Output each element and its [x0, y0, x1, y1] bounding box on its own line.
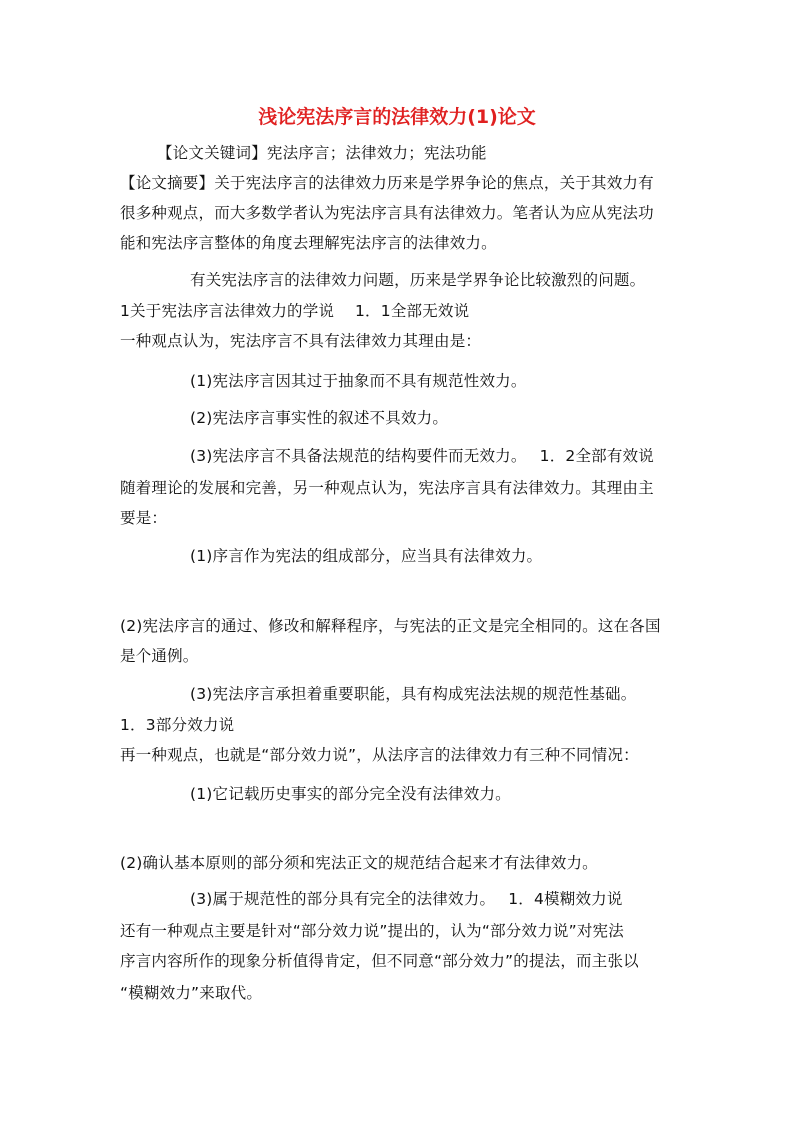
document-title: 浅论宪法序言的法律效力(1)论文: [258, 106, 536, 128]
keywords-line: 【论文关键词】宪法序言；法律效力；宪法功能: [157, 144, 487, 162]
section-1-heading: 1关于宪法序言法律效力的学说 1．1全部无效说: [120, 302, 470, 320]
view-2-point-1: (1)序言作为宪法的组成部分，应当具有法律效力。: [190, 547, 543, 565]
section-1-3-heading: 1．3部分效力说: [120, 716, 235, 734]
intro-paragraph: 有关宪法序言的法律效力问题，历来是学界争论比较激烈的问题。: [190, 271, 646, 289]
view-2-intro-line-2: 要是：: [120, 509, 168, 527]
view-2-point-2-line-1: (2)宪法序言的通过、修改和解释程序，与宪法的正文是完全相同的。这在各国: [120, 617, 661, 635]
view-1-point-2: (2)宪法序言事实性的叙述不具效力。: [190, 409, 449, 427]
view-3-point-2: (2)确认基本原则的部分须和宪法正文的规范结合起来才有法律效力。: [120, 854, 598, 872]
abstract-line-2: 很多种观点，而大多数学者认为宪法序言具有法律效力。笔者认为应从宪法功: [120, 204, 654, 222]
view-2-intro-line-1: 随着理论的发展和完善，另一种观点认为，宪法序言具有法律效力。其理由主: [120, 479, 654, 497]
view-4-line-3: “模糊效力”来取代。: [120, 984, 263, 1002]
view-3-intro: 再一种观点，也就是“部分效力说”，从法序言的法律效力有三种不同情况：: [120, 746, 639, 764]
view-2-point-2-line-2: 是个通例。: [120, 647, 199, 665]
view-2-point-3: (3)宪法序言承担着重要职能，具有构成宪法法规的规范性基础。: [190, 685, 637, 703]
view-4-line-1: 还有一种观点主要是针对“部分效力说”提出的，认为“部分效力说”对宪法: [120, 922, 624, 940]
view-3-point-1: (1)它记载历史事实的部分完全没有法律效力。: [190, 785, 511, 803]
view-4-line-2: 序言内容所作的现象分析值得肯定，但不同意“部分效力”的提法，而主张以: [120, 952, 639, 970]
view-1-point-3: (3)宪法序言不具备法规范的结构要件而无效力。 1．2全部有效说: [190, 447, 654, 465]
abstract-line-3: 能和宪法序言整体的角度去理解宪法序言的法律效力。: [120, 234, 497, 252]
view-1-point-1: (1)宪法序言因其过于抽象而不具有规范性效力。: [190, 372, 527, 390]
view-3-point-3: (3)属于规范性的部分具有完全的法律效力。 1．4模糊效力说: [190, 890, 623, 908]
abstract-line-1: 【论文摘要】关于宪法序言的法律效力历来是学界争论的焦点，关于其效力有: [120, 174, 654, 192]
view-1-intro: 一种观点认为，宪法序言不具有法律效力其理由是：: [120, 332, 482, 350]
